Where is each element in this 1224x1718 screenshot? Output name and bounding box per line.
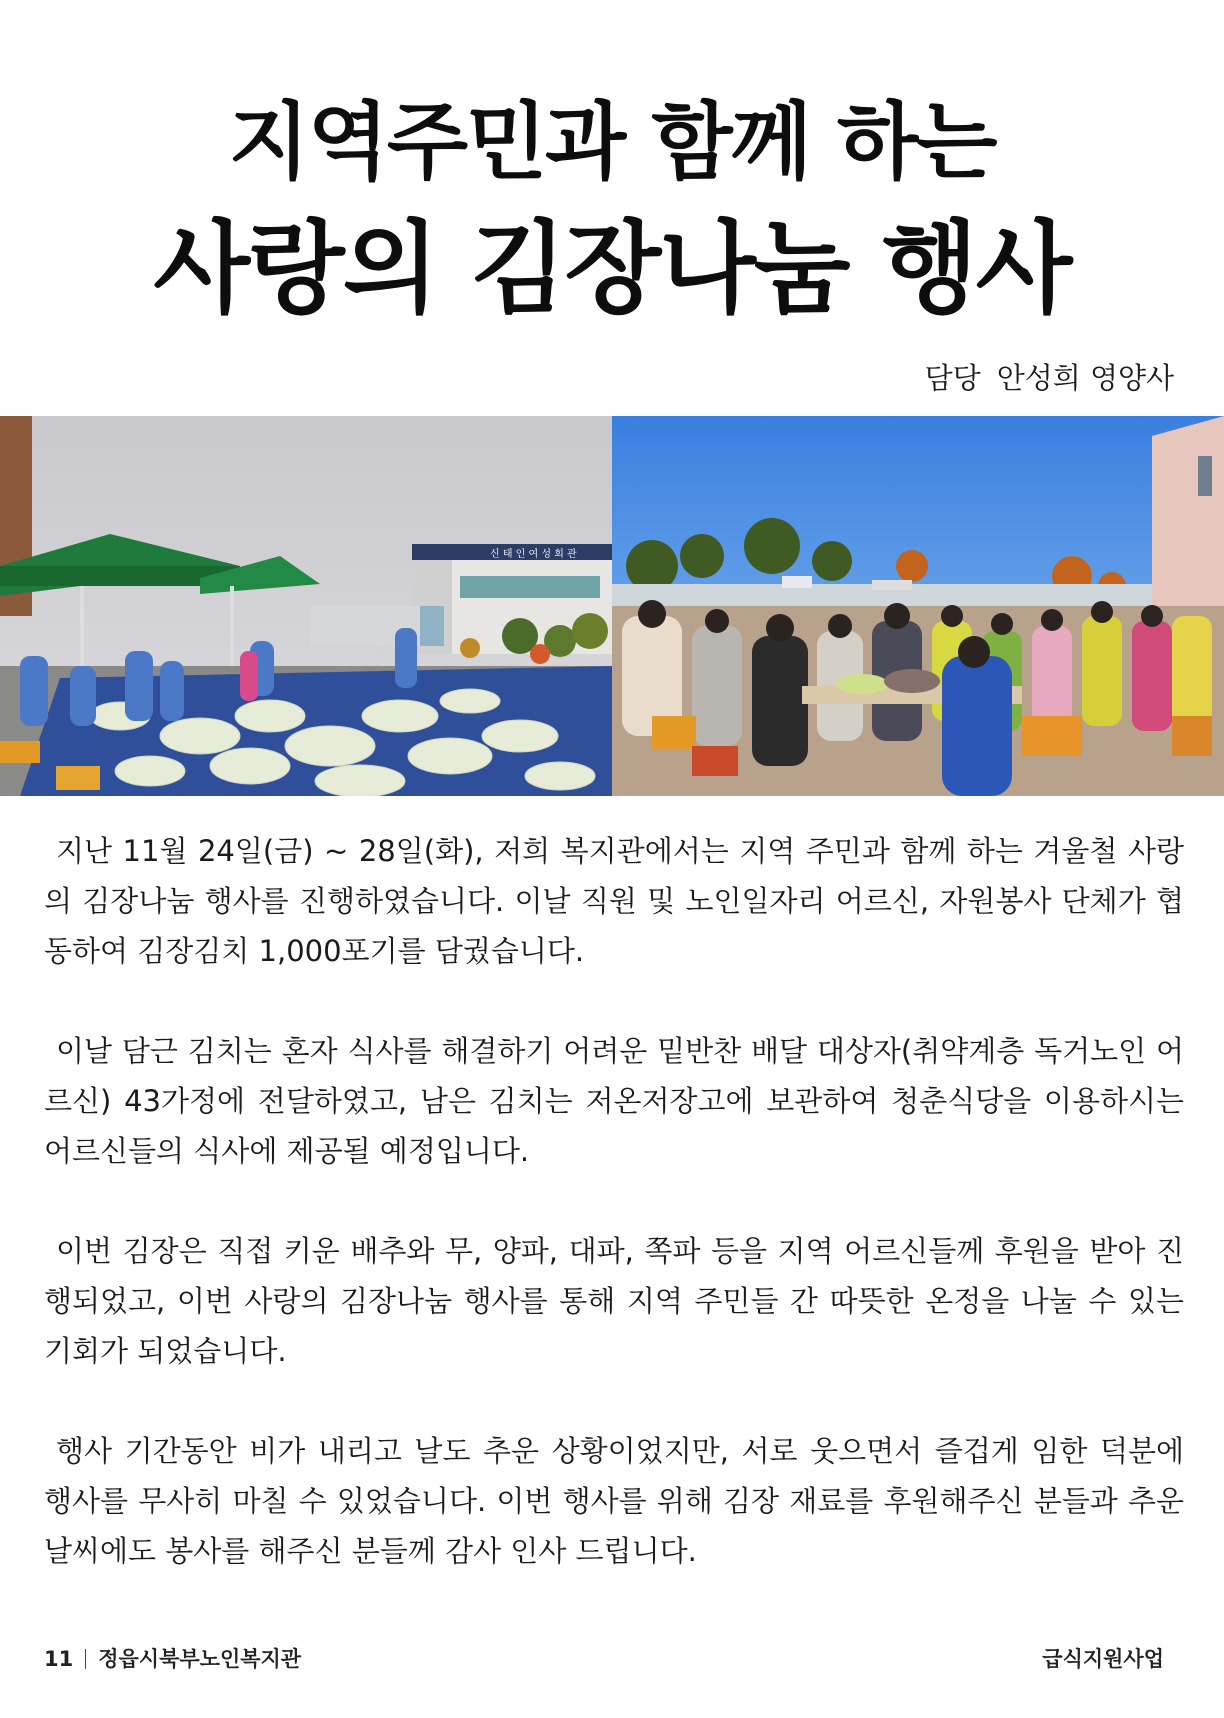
byline-name: 안성희 영양사 xyxy=(996,361,1174,395)
photo-volunteers-at-tables xyxy=(612,416,1224,796)
photo-strip xyxy=(0,416,1224,796)
page-title-line-1: 지역주민과 함께 하는 xyxy=(228,93,996,191)
page-title-line-2: 사랑의 김장나눔 행사 xyxy=(153,210,1071,327)
paragraph: 이번 김장은 직접 키운 배추와 무, 양파, 대파, 쪽파 등을 지역 어르신들께 후원을 받아 진행되었고, 이번 사랑의 김장나눔 행사를 통해 지역 주민들 간 따뜻한 온정을 나눌 수 있는 기회가 되었습니다. xyxy=(44,1234,1184,1368)
section-name: 급식지원사업 xyxy=(1042,1647,1164,1671)
page-footer xyxy=(44,1644,1164,1674)
byline xyxy=(925,358,1174,398)
footer-left xyxy=(44,1644,301,1674)
byline-role: 담당 xyxy=(924,361,981,395)
paragraph: 행사 기간동안 비가 내리고 날도 추운 상황이었지만, 서로 웃으면서 즐겁게 임한 덕분에 행사를 무사히 마칠 수 있었습니다. 이번 행사를 위해 김장 재료를 후원해주신 분들과 추운 날씨에도 봉사를 해주신 분들께 감사 인사 드립니다. xyxy=(44,1434,1184,1568)
page-number: 11 xyxy=(44,1647,74,1671)
building-sign: 신 태 인 여 성 회 관 xyxy=(490,549,577,560)
article-body xyxy=(44,826,1184,1626)
paragraph: 이날 담근 김치는 혼자 식사를 해결하기 어려운 밑반찬 배달 대상자(취약계층 독거노인 어르신) 43가정에 전달하였고, 남은 김치는 저온저장고에 보관하여 청춘식당을 이용하시는 어르신들의 식사에 제공될 예정입니다. xyxy=(44,1034,1184,1168)
paragraph: 지난 11월 24일(금) ~ 28일(화), 저희 복지관에서는 지역 주민과 함께 하는 겨울철 사랑의 김장나눔 행사를 진행하였습니다. 이날 직원 및 노인일자리 어르신, 자원봉사 단체가 협동하여 김장김치 1,000포기를 담궜습니다. xyxy=(44,834,1184,968)
footer-separator xyxy=(85,1649,86,1669)
photo-kimchi-preparation-tents xyxy=(0,416,612,796)
organization-name: 정읍시북부노인복지관 xyxy=(98,1647,302,1671)
